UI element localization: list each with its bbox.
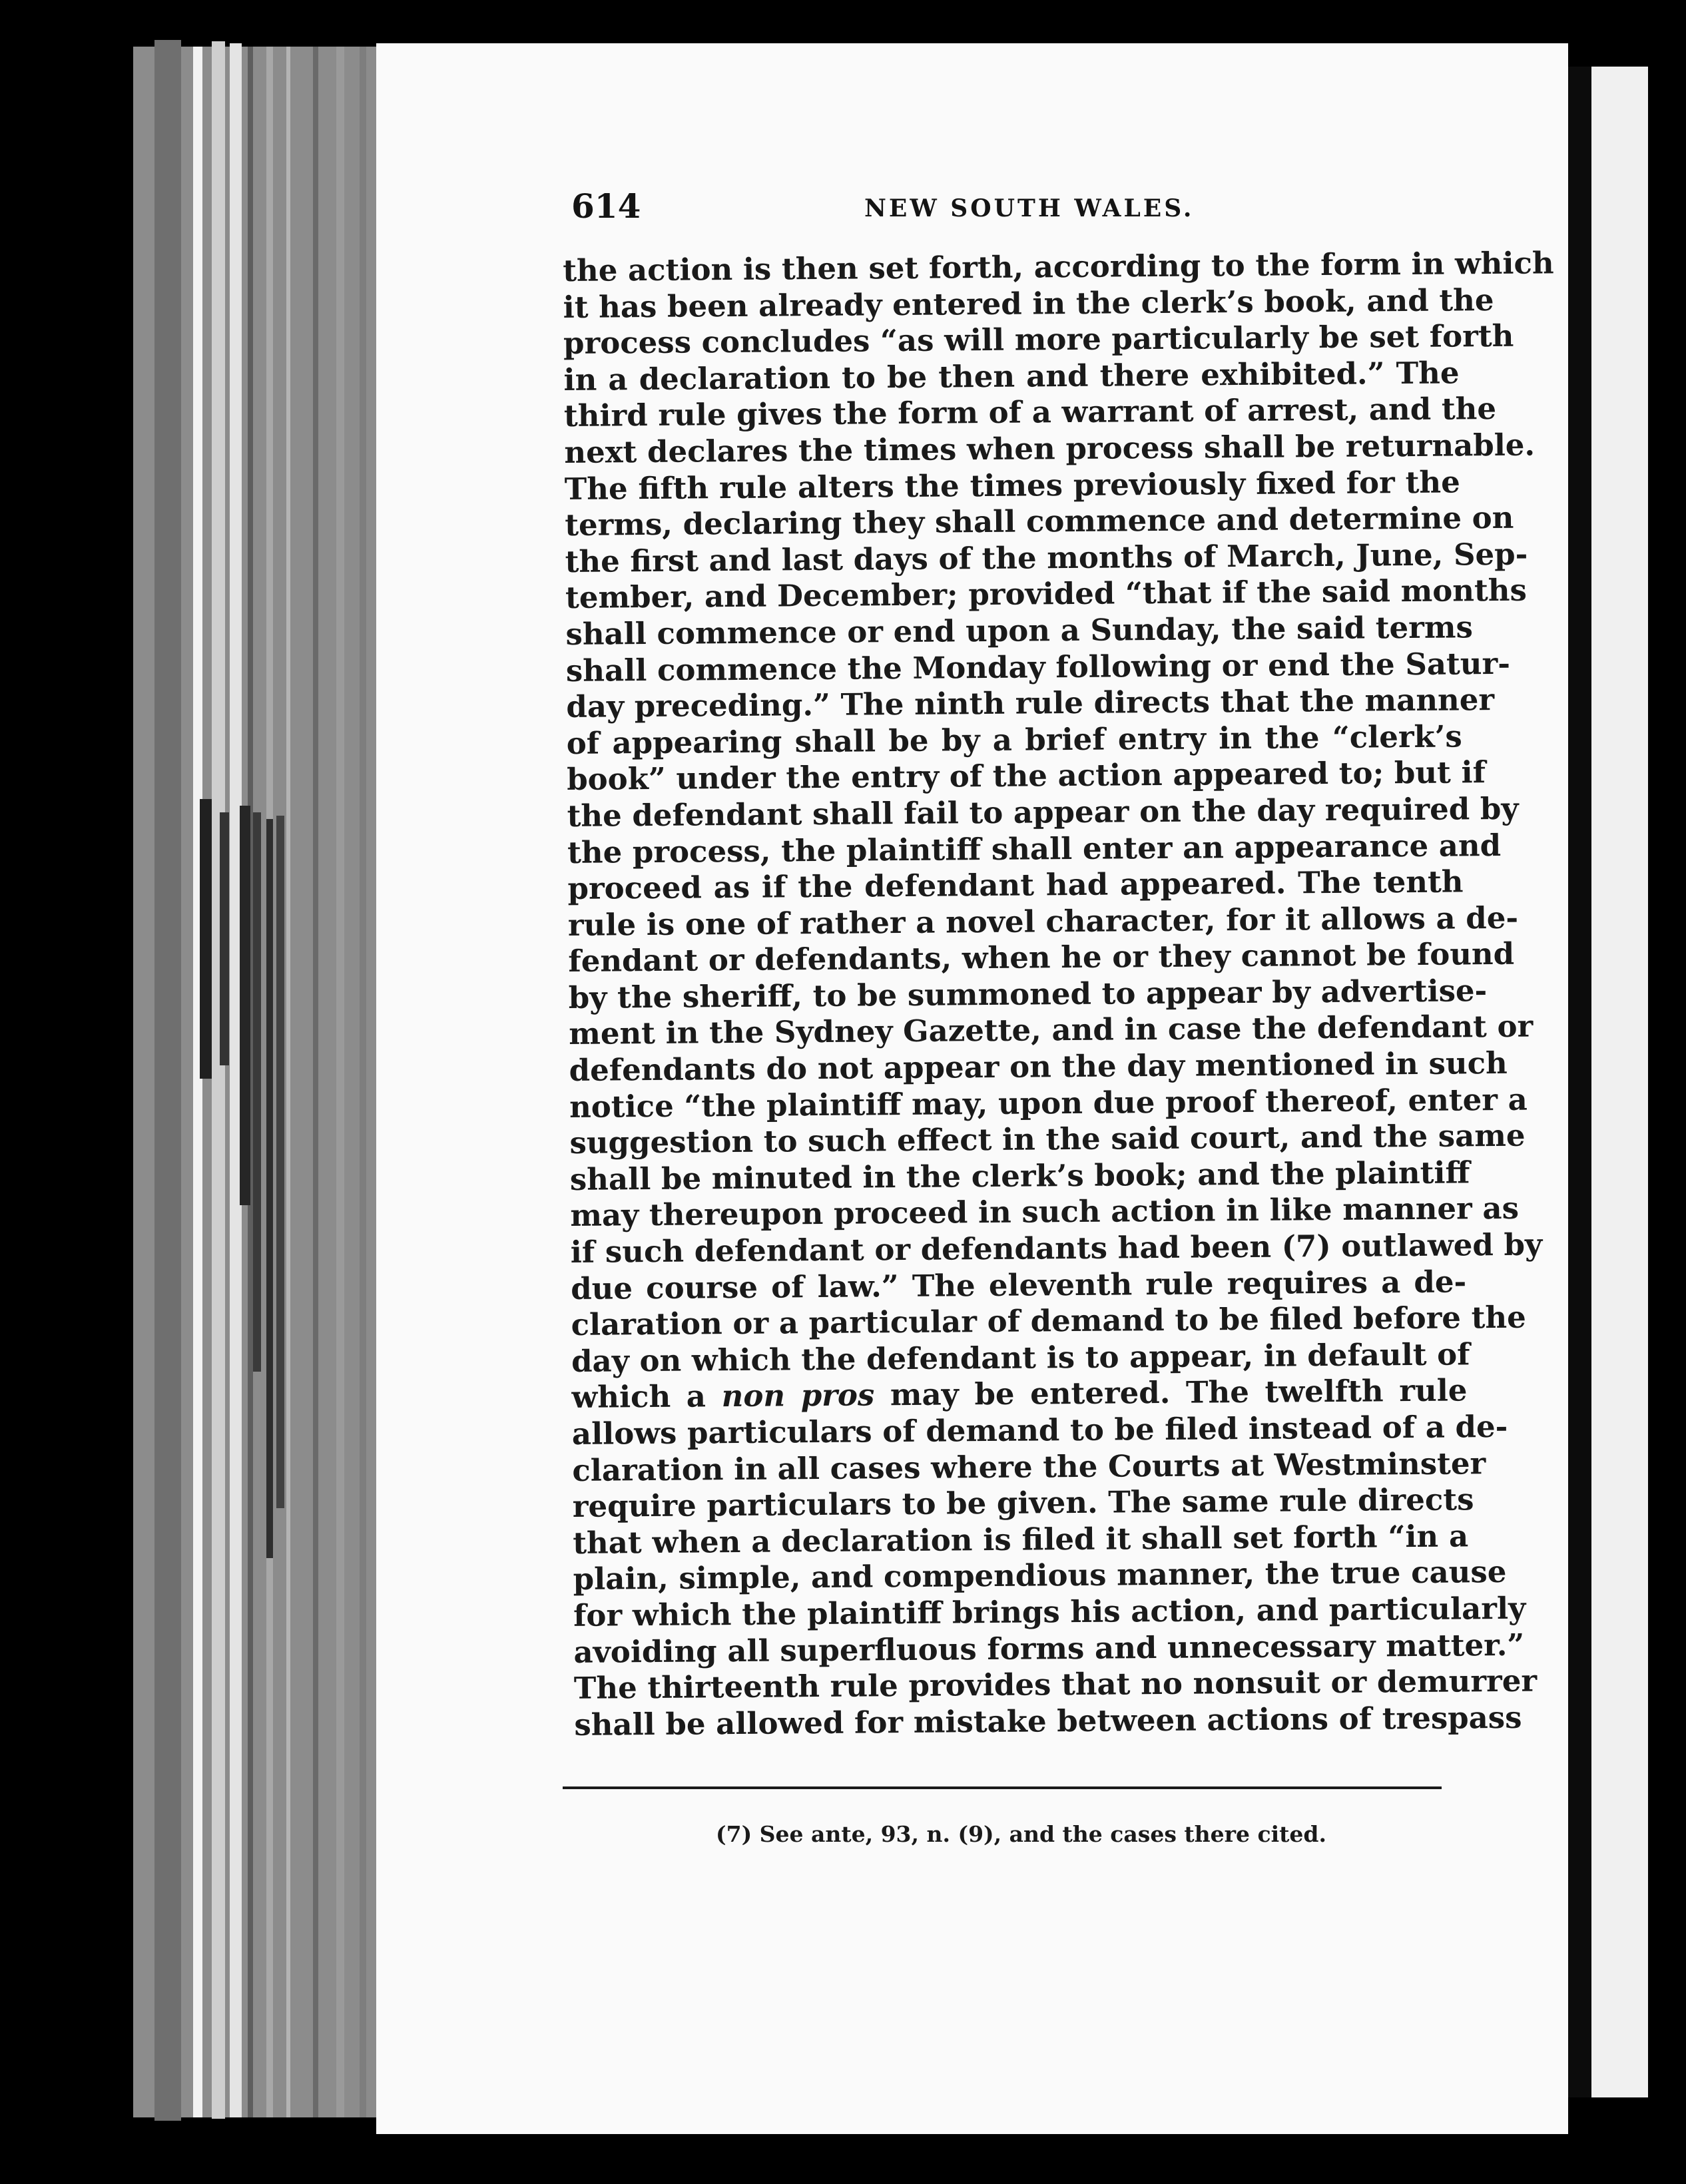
page-header xyxy=(571,186,1465,240)
text-line: by the sheriff, to be summoned to appear by advertise- xyxy=(568,973,1488,1015)
text-line: the action is then set forth, according to the form in which xyxy=(563,245,1554,288)
text-line: The thirteenth rule provides that no nonsuit or demurrer xyxy=(573,1663,1538,1707)
text-line: third rule gives the form of a warrant of arrest, and the xyxy=(563,391,1497,434)
text-line: fendant or defendants, when he or they cannot be found xyxy=(568,936,1515,979)
text-line: due course of law.” The eleventh rule requires a de- xyxy=(571,1264,1467,1306)
text-line: shall be minuted in the clerk’s book; and the plaintiff xyxy=(569,1155,1470,1197)
text-line: allows particulars of demand to be filed instead of a de- xyxy=(571,1408,1508,1452)
text-line: day on which the defendant is to appear, in default of xyxy=(571,1336,1470,1379)
text-line: plain, simple, and compendious manner, the true cause xyxy=(573,1554,1507,1597)
text-line: rule is one of rather a novel character, for it allows a de- xyxy=(567,900,1519,943)
body-text xyxy=(563,245,1554,1743)
text-line: require particulars to be given. The same rule directs xyxy=(572,1482,1474,1525)
text-line: suggestion to such effect in the said court, and the same xyxy=(569,1117,1526,1161)
text-line: it has been already entered in the clerk’s book, and the xyxy=(563,282,1494,325)
text-line: claration or a particular of demand to be filed before the xyxy=(571,1299,1526,1343)
text-line: next declares the times when process shall be returnable. xyxy=(564,427,1536,470)
text-line: The fifth rule alters the times previously fixed for the xyxy=(564,463,1460,507)
text-line: claration in all cases where the Courts at Westminster xyxy=(572,1445,1486,1488)
text-line: terms, declaring they shall commence and determine on xyxy=(565,499,1514,543)
text-line: shall be allowed for mistake between actions of trespass xyxy=(574,1699,1522,1743)
footnote: (7) See ante, 93, n. (9), and the cases there cited. xyxy=(716,1821,1326,1847)
text-line: for which the plaintiff brings his action, and particularly xyxy=(573,1590,1526,1633)
text-line: notice “the plaintiff may, upon due proof thereof, enter a xyxy=(569,1081,1528,1125)
text-line: day preceding.” The ninth rule directs that the manner xyxy=(566,682,1495,725)
text-line: the first and last days of the months of March, June, Sep- xyxy=(565,536,1528,579)
page-number: 614 xyxy=(571,186,641,226)
footnote-divider xyxy=(563,1786,1442,1789)
text-line: book” under the entry of the action appeared to; but if xyxy=(567,754,1486,798)
text-line: of appearing shall be by a brief entry in the “clerk’s xyxy=(566,718,1462,761)
text-line: shall commence or end upon a Sunday, the said terms xyxy=(565,609,1474,652)
text-line: shall commence the Monday following or end the Satur- xyxy=(565,645,1511,688)
text-line: ment in the Sydney Gazette, and in case the defendant or xyxy=(569,1009,1534,1052)
text-line: that when a declaration is filed it shall set forth “in a xyxy=(573,1518,1469,1561)
text-line: process concludes “as will more particularly be set forth xyxy=(563,318,1514,362)
text-line: avoiding all superfluous forms and unnecessary matter.” xyxy=(573,1627,1525,1670)
text-line: defendants do not appear on the day mentioned in such xyxy=(569,1045,1508,1089)
text-line: proceed as if the defendant had appeared. The tenth xyxy=(567,864,1464,907)
text-line: the process, the plaintiff shall enter an appearance and xyxy=(567,827,1502,870)
text-line: tember, and December; provided “that if the said months xyxy=(565,572,1527,616)
text-line: may thereupon proceed in such action in like manner as xyxy=(570,1191,1520,1234)
italic-term: non pros xyxy=(721,1377,875,1414)
text-line: which a non pros may be entered. The twelfth rule xyxy=(571,1372,1468,1416)
text-line: the defendant shall fail to appear on the day required by xyxy=(567,790,1519,834)
text-line: if such defendant or defendants had been (7) outlawed by xyxy=(570,1227,1543,1270)
page-edges xyxy=(133,40,383,2121)
running-title: NEW SOUTH WALES. xyxy=(864,194,1195,222)
facing-page-strip xyxy=(1591,67,1648,2097)
text-line: in a declaration to be then and there exhibited.” The xyxy=(563,355,1460,398)
